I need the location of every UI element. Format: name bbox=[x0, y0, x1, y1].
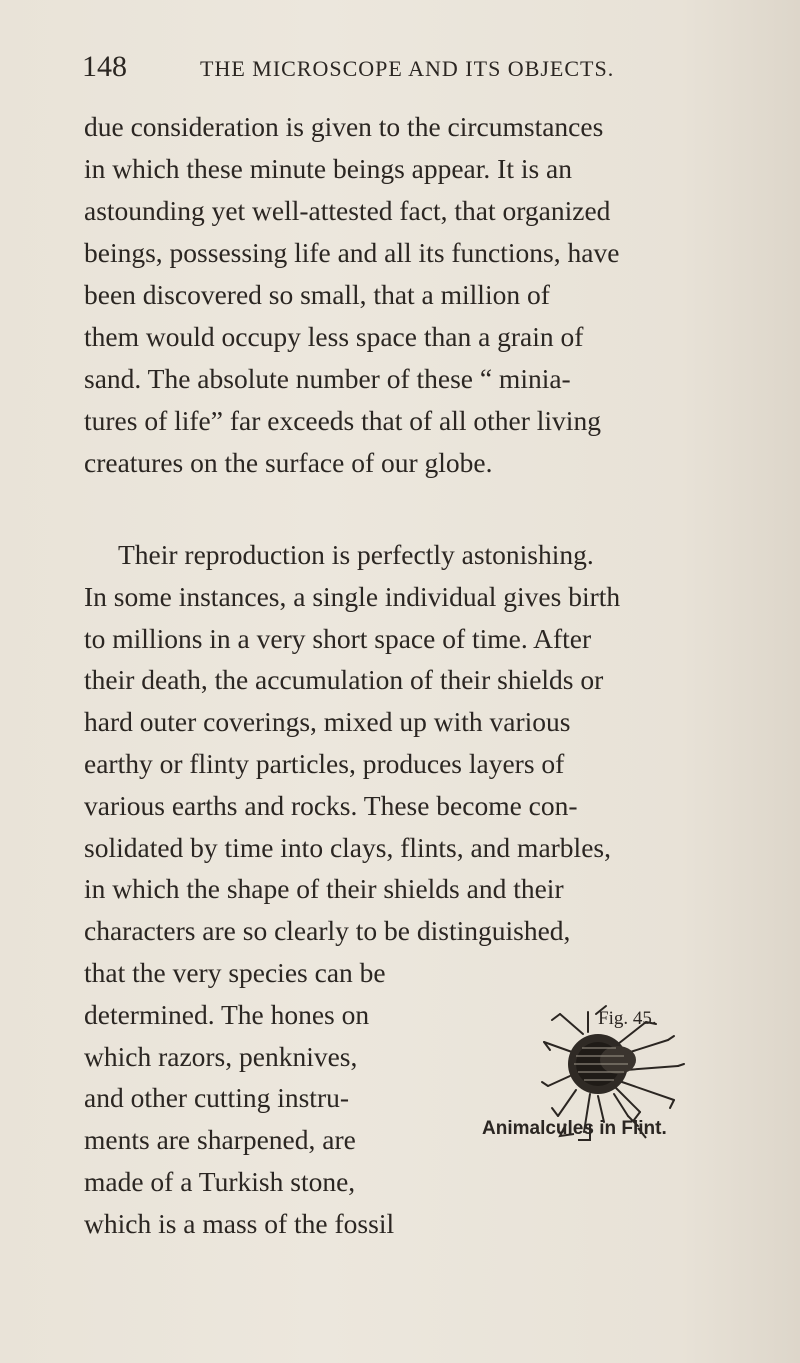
text-line: made of a Turkish stone, bbox=[84, 1165, 356, 1197]
text-line: determined. The hones on bbox=[84, 998, 370, 1030]
text-line: ments are sharpened, are bbox=[84, 1124, 356, 1156]
text-line: which is a mass of the fossil bbox=[84, 1207, 395, 1239]
page-header bbox=[82, 50, 742, 90]
text-line: In some instances, a single individual gives birth bbox=[84, 580, 621, 612]
text-line: and other cutting instru- bbox=[84, 1082, 350, 1114]
text-line: which razors, penknives, bbox=[84, 1040, 358, 1072]
page-number: 148 bbox=[82, 50, 127, 83]
text-line: earthy or flinty particles, produces layers of bbox=[84, 747, 565, 779]
text-line: been discovered so small, that a million of bbox=[84, 279, 550, 310]
text-line: in which the shape of their shields and their bbox=[84, 873, 564, 905]
text-line: in which these minute beings appear. It is an bbox=[84, 153, 573, 184]
text-line: tures of life” far exceeds that of all other living bbox=[84, 405, 601, 436]
text-line: them would occupy less space than a grain of bbox=[84, 321, 584, 352]
text-line: various earths and rocks. These become con- bbox=[84, 789, 578, 821]
text-line: Their reproduction is perfectly astonishing. bbox=[118, 539, 594, 570]
paragraph-1 bbox=[84, 106, 619, 484]
running-title: THE MICROSCOPE AND ITS OBJECTS. bbox=[200, 56, 615, 81]
text-line: sand. The absolute number of these “ minia- bbox=[84, 363, 571, 394]
text-line: beings, possessing life and all its functions, have bbox=[84, 237, 620, 268]
text-line: to millions in a very short space of time. After bbox=[84, 622, 592, 654]
figure-number: Fig. 45. bbox=[598, 1008, 657, 1029]
text-line: hard outer coverings, mixed up with various bbox=[84, 706, 571, 738]
figure-caption: Animalcules in Flint. bbox=[482, 1118, 667, 1139]
text-line: their death, the accumulation of their shields or bbox=[84, 664, 604, 696]
text-line: creatures on the surface of our globe. bbox=[84, 447, 493, 478]
text-line: that the very species can be bbox=[84, 956, 386, 988]
text-line: astounding yet well-attested fact, that organized bbox=[84, 195, 611, 226]
text-line: solidated by time into clays, flints, and marbles, bbox=[84, 831, 611, 863]
text-line: due consideration is given to the circumstances bbox=[84, 111, 604, 142]
text-line: characters are so clearly to be distinguished, bbox=[84, 915, 571, 947]
